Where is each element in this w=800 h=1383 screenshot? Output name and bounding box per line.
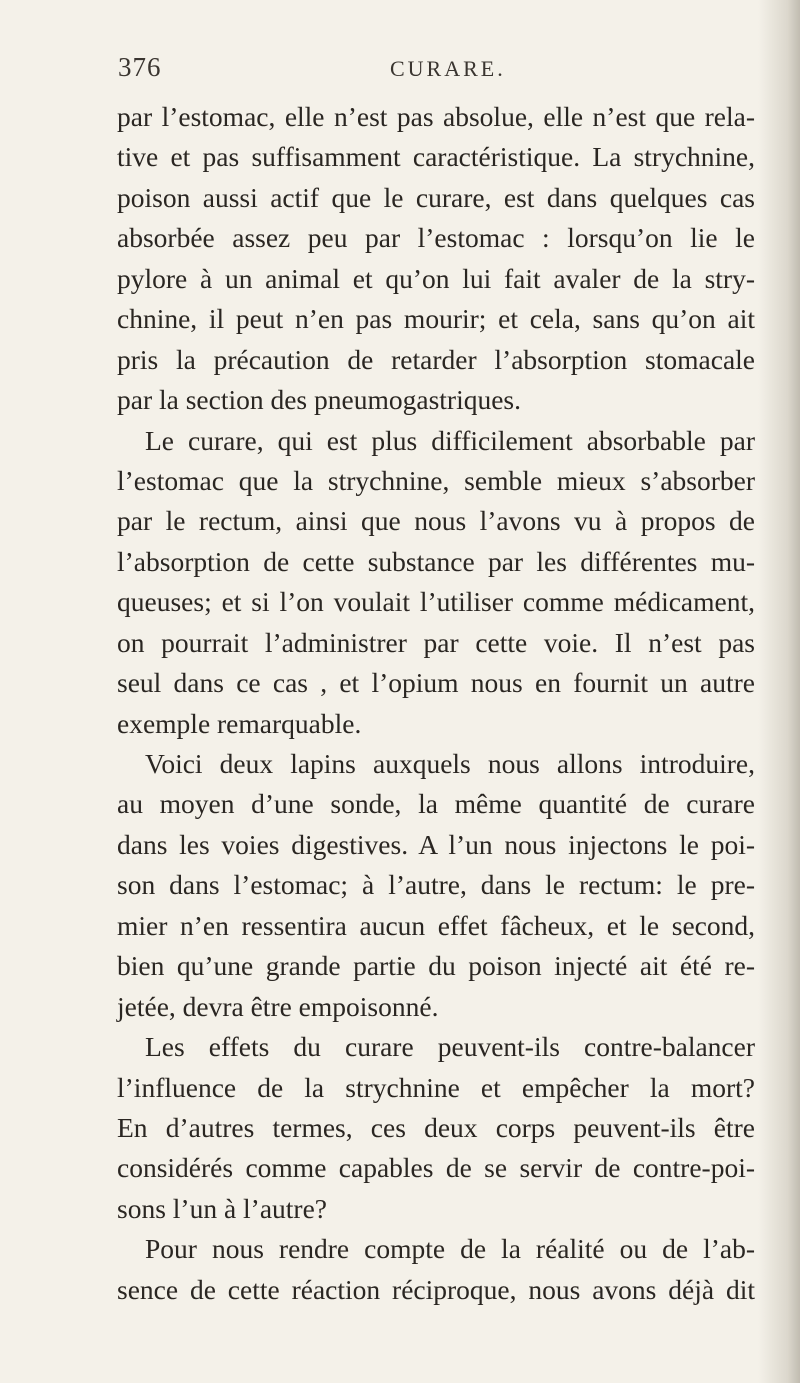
body-text	[117, 97, 755, 1310]
paragraph-end-line: jetée, devra être empoisonné.	[117, 990, 439, 1022]
text-line: bien qu’une grande partie du poison injecté ait été re-	[117, 950, 755, 982]
text-line: sence de cette réaction réciproque, nous avons déjà dit	[117, 1273, 755, 1305]
page-edge-shadow	[758, 0, 800, 1383]
text-line: pris la précaution de retarder l’absorption stomacale	[117, 343, 755, 375]
text-line: par l’estomac, elle n’est pas absolue, elle n’est que rela-	[117, 101, 755, 132]
paragraph-end-line: exemple remarquable.	[117, 707, 362, 739]
text-line: au moyen d’une sonde, la même quantité de curare	[117, 788, 755, 820]
text-line: En d’autres termes, ces deux corps peuvent-ils être	[117, 1111, 755, 1143]
paragraph-start-line: Le curare, qui est plus difficilement absorbable par	[145, 424, 755, 456]
text-line: absorbée assez peu par l’estomac : lorsqu’on lie le	[117, 222, 755, 254]
text-line: tive et pas suffisamment caractéristique. La strychnine,	[117, 141, 755, 173]
page-header	[118, 52, 778, 96]
text-line: dans les voies digestives. A l’un nous injectons le poi-	[117, 828, 755, 860]
text-line: son dans l’estomac; à l’autre, dans le rectum: le pre-	[117, 869, 755, 901]
text-line: pylore à un animal et qu’on lui fait avaler de la stry-	[117, 262, 755, 294]
text-line: considérés comme capables de se servir de contre-poi-	[117, 1152, 755, 1184]
text-line: l’influence de la strychnine et empêcher la mort?	[117, 1071, 755, 1103]
paragraph-end-line: sons l’un à l’autre?	[117, 1192, 327, 1224]
text-line: par le rectum, ainsi que nous l’avons vu à propos de	[117, 505, 755, 537]
text-line: l’estomac que la strychnine, semble mieux s’absorber	[117, 464, 755, 496]
page-number: 376	[118, 52, 162, 82]
text-line: chnine, il peut n’en pas mourir; et cela, sans qu’on ait	[117, 303, 755, 335]
text-line: l’absorption de cette substance par les différentes mu-	[117, 545, 755, 577]
paragraph-end-line: par la section des pneumogastriques.	[117, 384, 521, 416]
paragraph-start-line: Les effets du curare peuvent-ils contre-balancer	[145, 1031, 755, 1063]
paragraph-start-line: Voici deux lapins auxquels nous allons introduire,	[145, 748, 755, 779]
text-line: on pourrait l’administrer par cette voie. Il n’est pas	[117, 626, 755, 658]
text-line: queuses; et si l’on voulait l’utiliser comme médicament,	[117, 586, 755, 618]
paragraph-start-line: Pour nous rendre compte de la réalité ou de l’ab-	[145, 1233, 755, 1265]
text-line: seul dans ce cas , et l’opium nous en fournit un autre	[117, 667, 755, 699]
text-line: poison aussi actif que le curare, est dans quelques cas	[117, 181, 755, 213]
running-head: CURARE.	[390, 56, 506, 81]
text-line: mier n’en ressentira aucun effet fâcheux, et le second,	[117, 909, 755, 941]
